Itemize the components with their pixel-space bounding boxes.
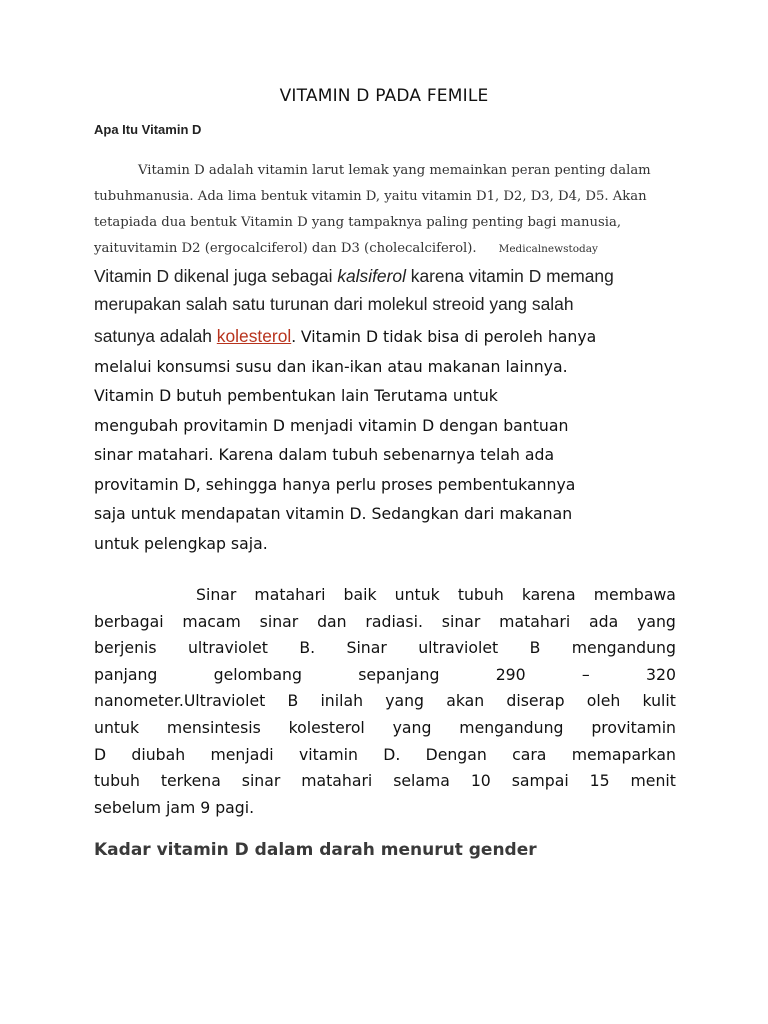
paragraph-3 bbox=[94, 582, 676, 821]
intro-line: yaituvitamin D2 (ergocalciferol) dan D3 (cholecalciferol). bbox=[94, 241, 477, 256]
word: sampai bbox=[511, 771, 569, 791]
document-title: VITAMIN D PADA FEMILE bbox=[279, 86, 489, 106]
word: untuk bbox=[94, 717, 140, 737]
intro-line: Vitamin D adalah vitamin larut lemak yang memainkan peran penting dalam bbox=[138, 163, 651, 178]
paragraph-line: saja untuk mendapatan vitamin D. Sedangkan dari makanan bbox=[94, 504, 573, 523]
word: akan bbox=[446, 691, 485, 711]
text-span: . bbox=[291, 326, 301, 346]
word: Dengan bbox=[425, 744, 487, 764]
intro-line: tubuhmanusia. Ada lima bentuk vitamin D, yaitu vitamin D1, D2, D3, D4, D5. Akan bbox=[94, 189, 647, 204]
word: matahari bbox=[254, 585, 326, 604]
word: – bbox=[581, 664, 590, 684]
word: yang bbox=[385, 691, 425, 711]
word: inilah bbox=[320, 691, 364, 711]
word: 320 bbox=[645, 664, 676, 684]
word: ultraviolet bbox=[418, 638, 499, 658]
word: D. bbox=[383, 744, 401, 764]
italic-term: kalsiferol bbox=[337, 266, 406, 286]
paragraph-line: untuk pelengkap saja. bbox=[94, 533, 268, 553]
paragraph-line bbox=[94, 635, 676, 662]
word: Sinar bbox=[346, 638, 387, 658]
word: macam bbox=[182, 611, 241, 631]
word: baik bbox=[343, 585, 377, 604]
word: mengandung bbox=[571, 638, 676, 658]
word: D bbox=[94, 744, 107, 764]
word: sinar bbox=[259, 611, 299, 631]
word: mensintesis bbox=[166, 717, 261, 737]
intro-line-with-source bbox=[94, 236, 694, 262]
word: diubah bbox=[131, 744, 186, 764]
paragraph-line bbox=[94, 322, 694, 352]
paragraph-line: mengubah provitamin D menjadi vitamin D dengan bantuan bbox=[94, 415, 569, 435]
paragraph-2-body bbox=[94, 322, 694, 558]
word: Sinar bbox=[196, 585, 237, 604]
word: nanometer.Ultraviolet bbox=[94, 691, 266, 711]
word: 15 bbox=[589, 771, 610, 791]
word: berbagai bbox=[94, 611, 164, 631]
word: selama bbox=[393, 771, 450, 791]
word: matahari bbox=[499, 611, 571, 631]
word: 10 bbox=[470, 771, 491, 791]
text-span: Vitamin D tidak bisa di peroleh hanya bbox=[300, 327, 597, 346]
word: oleh bbox=[586, 691, 621, 711]
paragraph-line bbox=[94, 662, 676, 689]
word: sinar bbox=[441, 611, 481, 631]
word: yang bbox=[392, 717, 432, 737]
text-span: karena vitamin D memang bbox=[405, 266, 614, 286]
paragraph-line: melalui konsumsi susu dan ikan-ikan atau makanan lainnya. bbox=[94, 356, 568, 376]
word: B bbox=[529, 638, 541, 658]
paragraph-line bbox=[94, 582, 676, 609]
kolesterol-link[interactable]: kolesterol bbox=[216, 326, 292, 346]
word: berjenis bbox=[94, 638, 157, 658]
paragraph-line bbox=[94, 742, 676, 769]
word: vitamin bbox=[298, 744, 358, 764]
word: provitamin bbox=[591, 717, 676, 737]
paragraph-line: sinar matahari. Karena dalam tubuh sebenarnya telah ada bbox=[94, 445, 555, 464]
section-subheading: Apa Itu Vitamin D bbox=[94, 122, 202, 137]
word: untuk bbox=[394, 585, 440, 604]
paragraph-line bbox=[94, 768, 676, 795]
paragraph-line bbox=[94, 688, 676, 715]
word: mengandung bbox=[459, 717, 564, 737]
text-span: sebelum jam 9 pagi. bbox=[94, 797, 255, 817]
word: sepanjang bbox=[358, 664, 440, 684]
word: ada bbox=[589, 611, 619, 631]
source-citation: Medicalnewstoday bbox=[498, 243, 598, 255]
paragraph-line bbox=[94, 262, 694, 290]
paragraph-line: merupakan salah satu turunan dari molekul streoid yang salah bbox=[94, 294, 574, 314]
intro-line: tetapiada dua bentuk Vitamin D yang tampaknya paling penting bagi manusia, bbox=[94, 215, 622, 230]
word: kolesterol bbox=[288, 717, 365, 737]
word: menit bbox=[630, 771, 676, 791]
word: B. bbox=[299, 638, 316, 658]
text-span: Vitamin D dikenal juga sebagai bbox=[94, 266, 338, 286]
word: radiasi. bbox=[365, 611, 423, 631]
word: 290 bbox=[495, 664, 526, 684]
paragraph-line bbox=[94, 795, 676, 822]
word: tubuh bbox=[457, 585, 504, 604]
word: dan bbox=[317, 611, 347, 631]
paragraph-line bbox=[94, 609, 676, 636]
word: diserap bbox=[506, 691, 565, 711]
word: gelombang bbox=[213, 664, 302, 684]
word: panjang bbox=[94, 664, 158, 684]
word: membawa bbox=[593, 585, 676, 604]
paragraph-line: provitamin D, sehingga hanya perlu proses pembentukannya bbox=[94, 474, 576, 494]
word: kulit bbox=[642, 691, 676, 711]
word: ultraviolet bbox=[187, 638, 268, 658]
word: menjadi bbox=[210, 744, 274, 764]
intro-paragraph bbox=[94, 158, 694, 262]
word: tubuh bbox=[94, 771, 140, 791]
word: matahari bbox=[301, 771, 373, 791]
word: karena bbox=[521, 585, 576, 604]
section-heading: Kadar vitamin D dalam darah menurut gender bbox=[94, 840, 537, 860]
word: B bbox=[287, 691, 299, 711]
word: cara bbox=[512, 744, 547, 764]
word: yang bbox=[637, 611, 676, 631]
word: terkena bbox=[160, 771, 221, 791]
word: sinar bbox=[241, 771, 281, 791]
word: memaparkan bbox=[571, 744, 676, 764]
text-span: satunya adalah bbox=[94, 326, 217, 346]
paragraph-line: Vitamin D butuh pembentukan lain Terutama untuk bbox=[94, 386, 498, 405]
paragraph-2-head bbox=[94, 262, 694, 318]
paragraph-line bbox=[94, 715, 676, 742]
